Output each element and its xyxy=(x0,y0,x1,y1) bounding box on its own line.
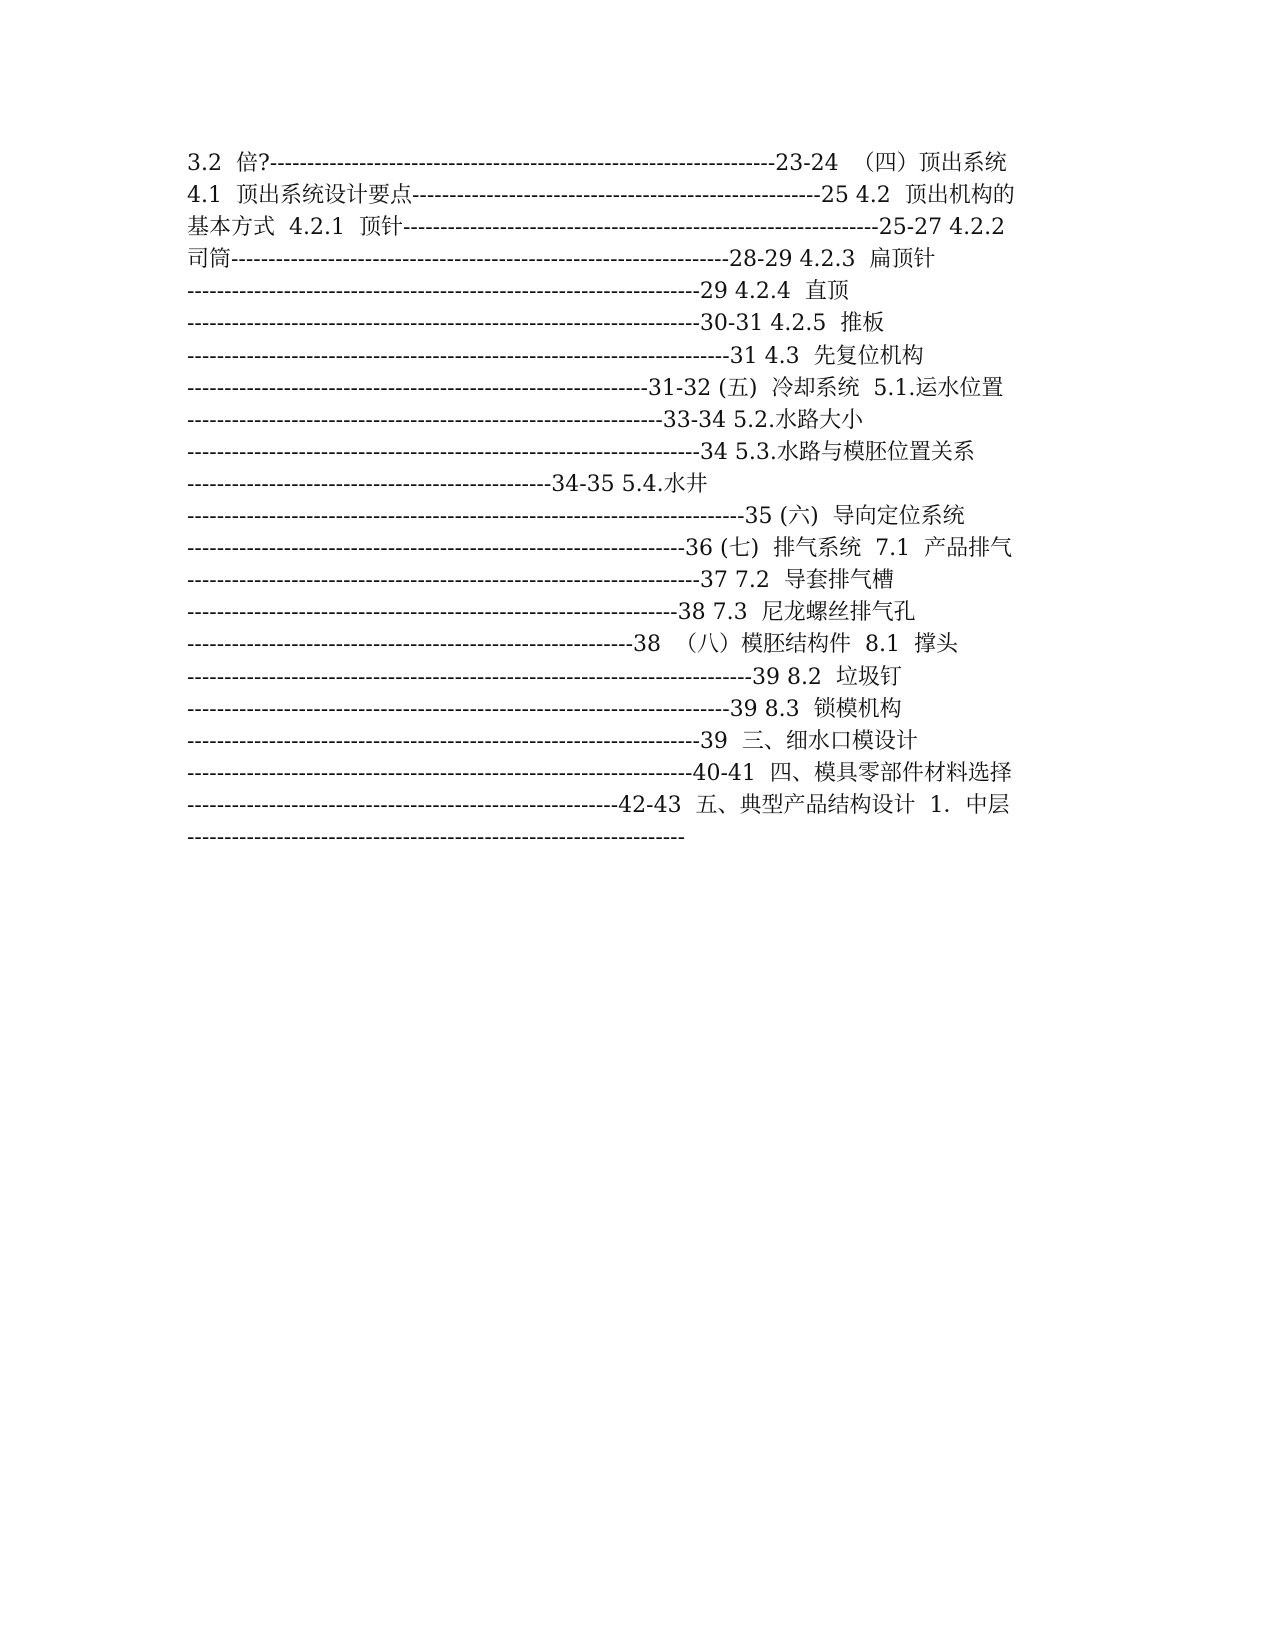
toc-line: ---------------------------------------------------------------------------35 (六) 导向定位系统 xyxy=(187,504,965,530)
toc-line: -------------------------------------------------------------------------39 8.3 锁模机构 xyxy=(187,696,902,722)
toc-line: ---------------------------------------------------------------------37 7.2 导套排气槽 xyxy=(187,568,894,594)
table-of-contents xyxy=(187,148,1097,854)
toc-line: -------------------------------------------------------------------------31 4.3 先复位机构 xyxy=(187,343,924,369)
toc-line: ----------------------------------------------------------------33-34 5.2.水路大小 xyxy=(187,407,864,433)
toc-line: 基本方式 4.2.1 顶针----------------------------------------------------------------25-27 4.2.2 xyxy=(187,215,1006,241)
toc-line: ------------------------------------------------------------38 （八）模胚结构件 8.1 撑头 xyxy=(187,632,958,658)
toc-line: 4.1 顶出系统设计要点-------------------------------------------------------25 4.2 顶出机构的 xyxy=(187,183,1015,209)
toc-line: 司筒-------------------------------------------------------------------28-29 4.2.3 扁顶针 xyxy=(187,247,936,273)
toc-line: ---------------------------------------------------------------------39 三、细水口模设计 xyxy=(187,728,918,754)
toc-line: --------------------------------------------------------------31-32 (五) 冷却系统 5.1.运水位置 xyxy=(187,375,1004,401)
toc-line: -------------------------------------------------34-35 5.4.水井 xyxy=(187,471,708,497)
toc-line: ------------------------------------------------------------------- xyxy=(187,824,686,850)
toc-line: ---------------------------------------------------------------------29 4.2.4 直顶 xyxy=(187,279,849,305)
toc-line: ---------------------------------------------------------------------30-31 4.2.5 推板 xyxy=(187,311,885,337)
toc-line: -------------------------------------------------------------------36 (七) 排气系统 7.1 产品排气 xyxy=(187,536,1013,562)
toc-line: ---------------------------------------------------------------------34 5.3.水路与模胚位置关系 xyxy=(187,439,975,465)
toc-line: 3.2 倍?--------------------------------------------------------------------23-24 （四）顶出系统 xyxy=(187,151,1007,176)
toc-line: ----------------------------------------------------------------------------39 8.2 垃圾钉 xyxy=(187,664,902,690)
toc-line: ------------------------------------------------------------------38 7.3 尼龙螺丝排气孔 xyxy=(187,600,916,626)
toc-line: ----------------------------------------------------------42-43 五、典型产品结构设计 1．中层 xyxy=(187,792,1010,818)
toc-line: --------------------------------------------------------------------40-41 四、模具零部件材料选择 xyxy=(187,760,1012,786)
